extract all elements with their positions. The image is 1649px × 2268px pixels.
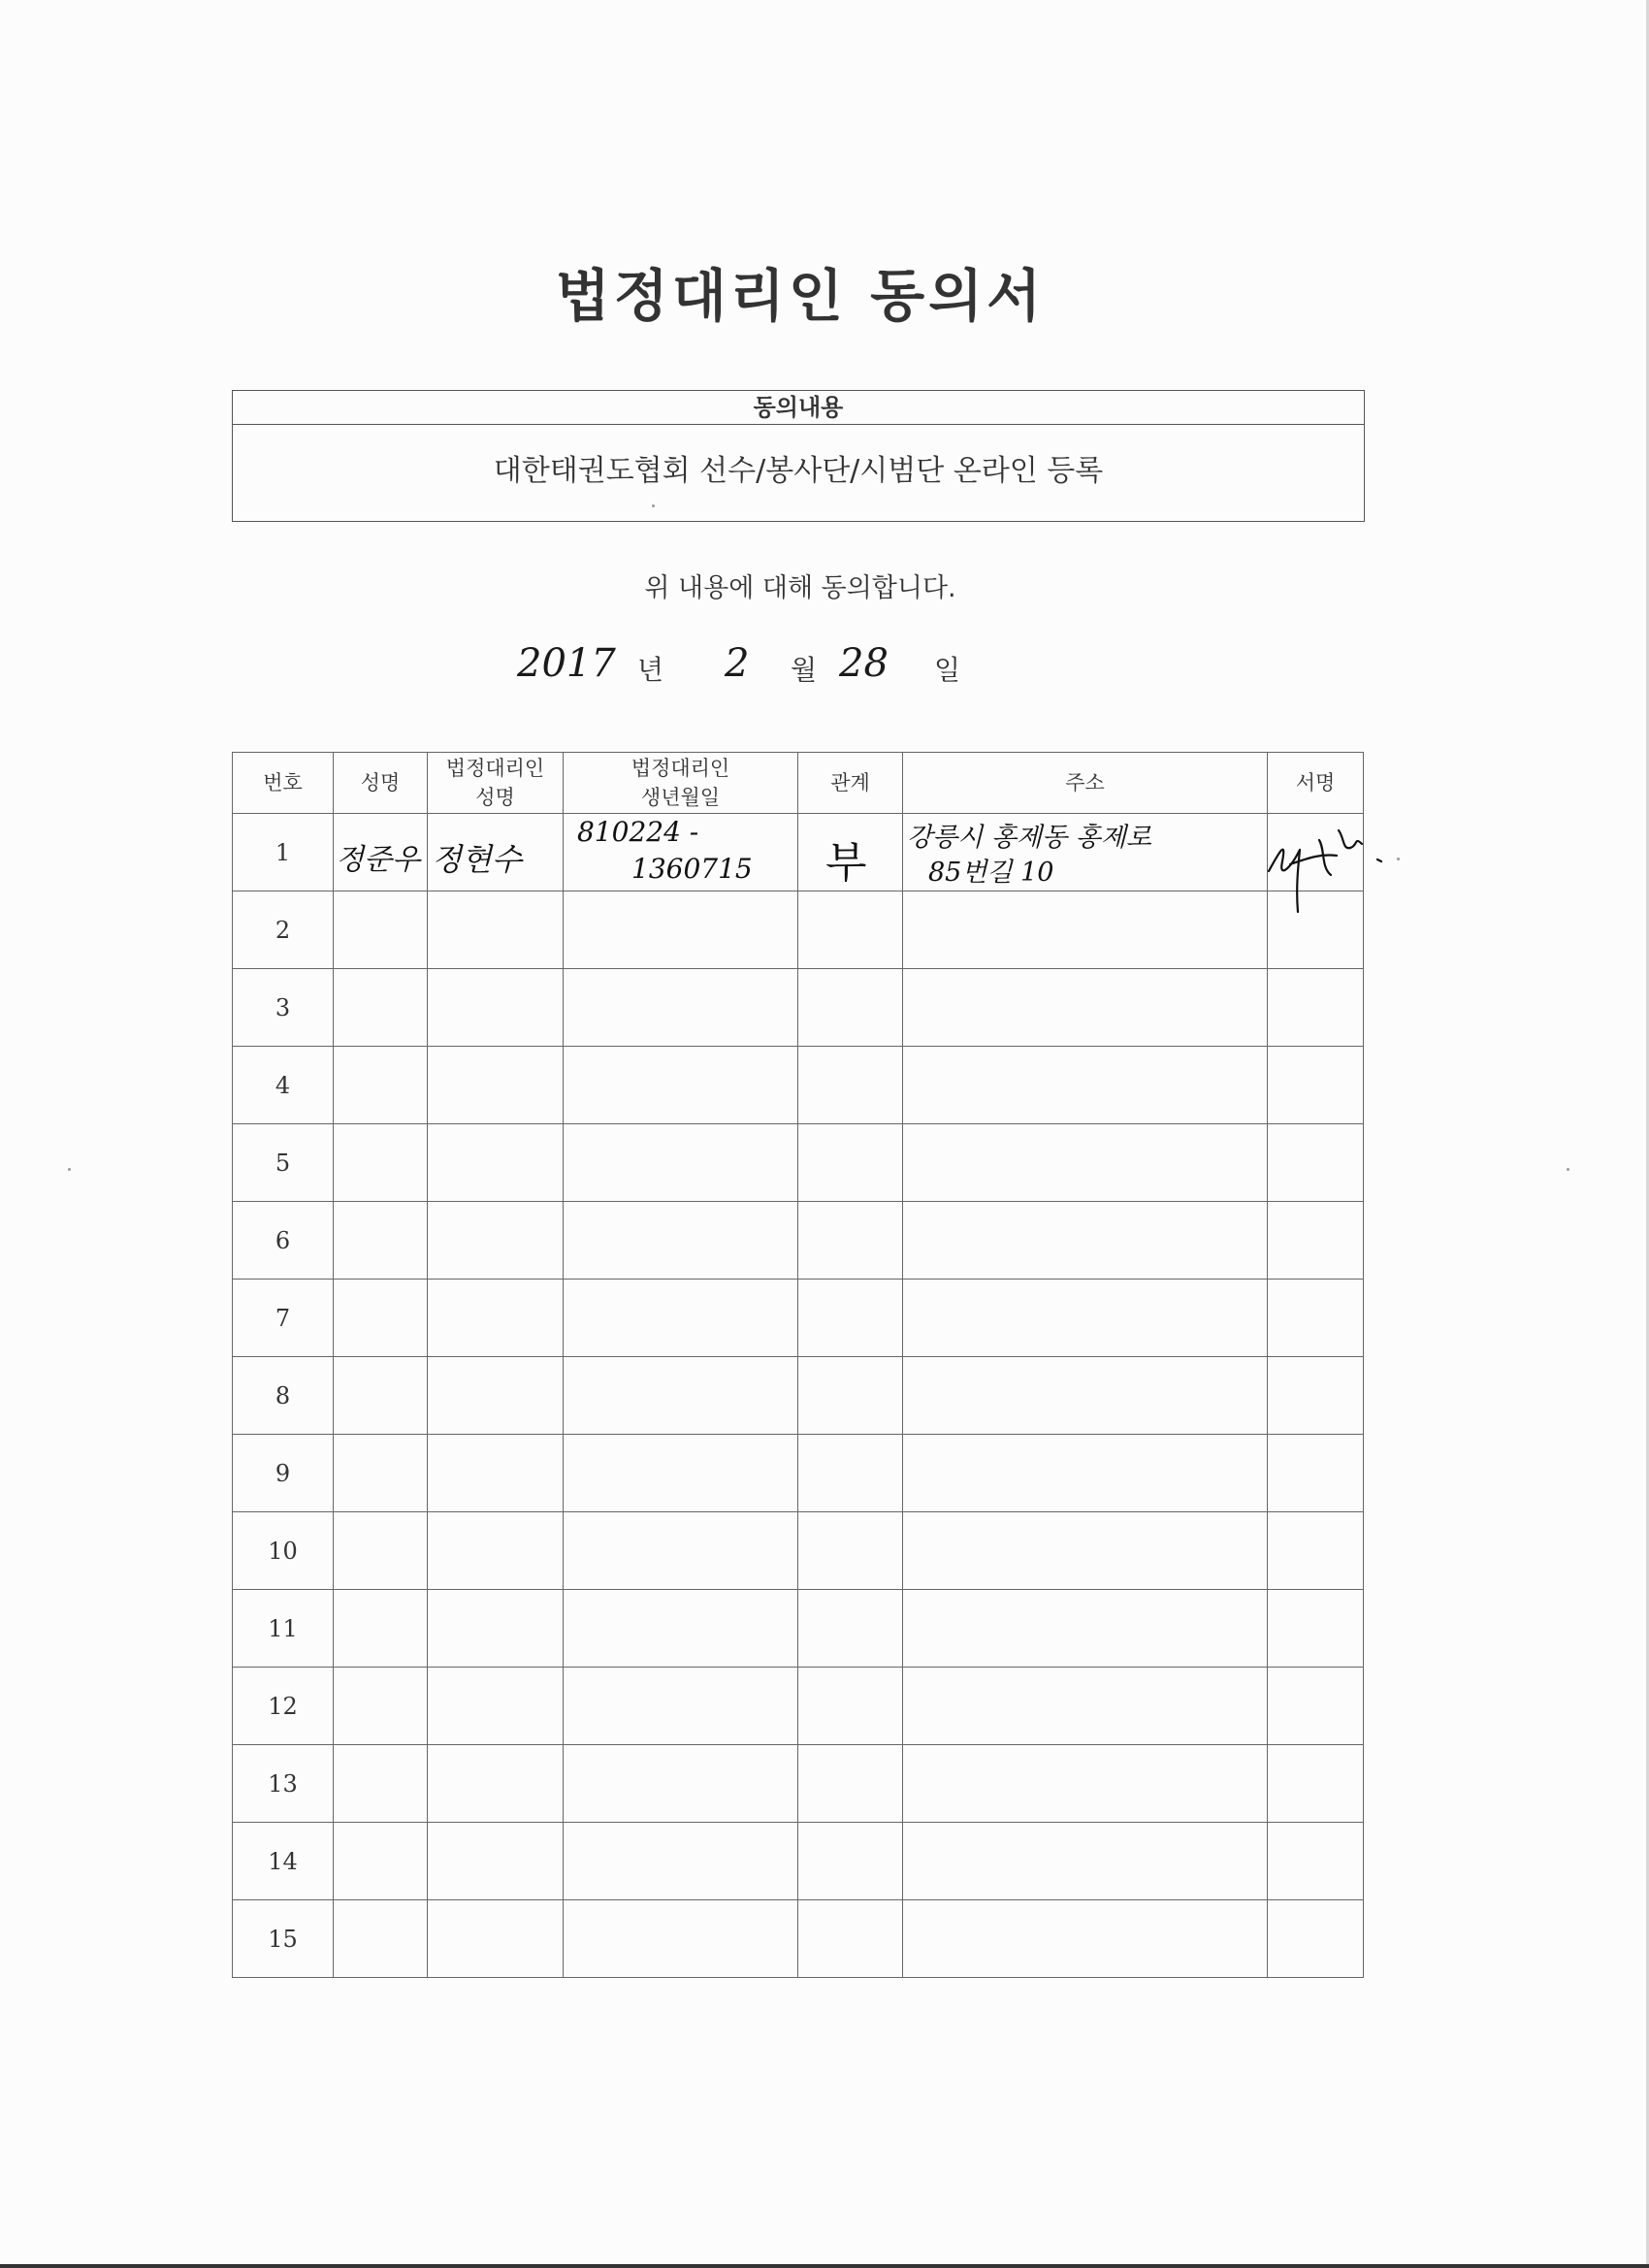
scan-speck bbox=[68, 1168, 71, 1171]
consent-content-box bbox=[232, 390, 1365, 522]
consent-content-header: 동의내용 bbox=[233, 391, 1364, 425]
date-day-handwritten: 28 bbox=[839, 641, 889, 686]
scan-speck bbox=[652, 504, 655, 507]
table-header-row bbox=[233, 753, 1364, 814]
table-row bbox=[233, 814, 1364, 891]
scan-speck bbox=[1397, 858, 1400, 860]
date-year-handwritten: 2017 bbox=[517, 641, 616, 686]
row-number: 3 bbox=[233, 969, 334, 1047]
header-signature: 서명 bbox=[1268, 753, 1364, 814]
header-number: 번호 bbox=[233, 753, 334, 814]
table-row bbox=[233, 1745, 1364, 1823]
table-row bbox=[233, 1512, 1364, 1590]
header-guardian-name: 법정대리인 성명 bbox=[428, 753, 564, 814]
row-number: 5 bbox=[233, 1124, 334, 1202]
row-number: 2 bbox=[233, 891, 334, 969]
row-number: 13 bbox=[233, 1745, 334, 1823]
table-row bbox=[233, 1124, 1364, 1202]
table-row bbox=[233, 1202, 1364, 1280]
table-row bbox=[233, 1435, 1364, 1512]
row-number: 9 bbox=[233, 1435, 334, 1512]
row-number: 7 bbox=[233, 1280, 334, 1357]
entry-guardian-birthdate: 810224 - 1360715 bbox=[564, 814, 798, 891]
row-number: 1 bbox=[233, 814, 334, 891]
handwritten-signature-icon bbox=[1261, 811, 1406, 918]
entry-address: 강릉시 홍제동 홍제로 85번길 10 bbox=[903, 814, 1268, 891]
row-number: 4 bbox=[233, 1047, 334, 1124]
row-number: 12 bbox=[233, 1668, 334, 1745]
consent-content-body: 대한태권도협회 선수/봉사단/시범단 온라인 등록 bbox=[493, 454, 1104, 488]
table-row bbox=[233, 969, 1364, 1047]
table-row bbox=[233, 1047, 1364, 1124]
date-month-unit: 월 bbox=[791, 654, 818, 686]
guardian-consent-table bbox=[232, 752, 1364, 1978]
date-day-unit: 일 bbox=[934, 654, 961, 686]
table-row bbox=[233, 1280, 1364, 1357]
row-number: 6 bbox=[233, 1202, 334, 1280]
entry-relation: 부 bbox=[798, 814, 903, 891]
date-year-unit: 년 bbox=[637, 654, 664, 686]
date-month-handwritten: 2 bbox=[725, 641, 750, 686]
row-number: 14 bbox=[233, 1823, 334, 1900]
row-number: 8 bbox=[233, 1357, 334, 1435]
agreement-statement: 위 내용에 대해 동의합니다. bbox=[644, 573, 956, 603]
scan-edge-bottom bbox=[0, 2264, 1649, 2268]
table-row bbox=[233, 1900, 1364, 1978]
header-name: 성명 bbox=[334, 753, 428, 814]
row-number: 11 bbox=[233, 1590, 334, 1668]
date-line bbox=[509, 635, 994, 703]
header-guardian-birthdate: 법정대리인 생년월일 bbox=[564, 753, 798, 814]
table-row bbox=[233, 1357, 1364, 1435]
table-row bbox=[233, 1668, 1364, 1745]
table-row bbox=[233, 1590, 1364, 1668]
document-title: 법정대리인 동의서 bbox=[555, 263, 1046, 329]
entry-name: 정준우 bbox=[334, 814, 428, 891]
table-row bbox=[233, 1823, 1364, 1900]
scan-speck bbox=[1567, 1168, 1569, 1171]
header-relation: 관계 bbox=[798, 753, 903, 814]
entry-guardian-name: 정현수 bbox=[428, 814, 564, 891]
table-row bbox=[233, 891, 1364, 969]
row-number: 10 bbox=[233, 1512, 334, 1590]
header-address: 주소 bbox=[903, 753, 1268, 814]
row-number: 15 bbox=[233, 1900, 334, 1978]
